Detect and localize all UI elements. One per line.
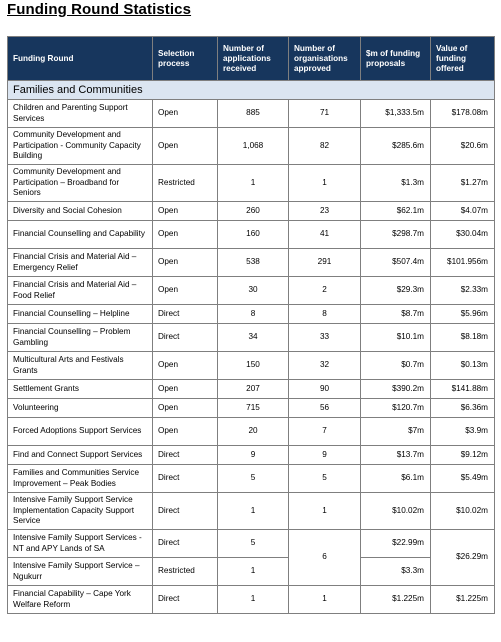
selection-process-cell: Open xyxy=(153,277,218,305)
applications-cell: 260 xyxy=(218,202,289,221)
offered-cell: $3.9m xyxy=(431,418,495,446)
col-header-funding-round: Funding Round xyxy=(8,37,153,81)
col-header-proposals: $m of funding proposals xyxy=(361,37,431,81)
applications-cell: 207 xyxy=(218,380,289,399)
selection-process-cell: Restricted xyxy=(153,165,218,202)
applications-cell: 1,068 xyxy=(218,128,289,165)
organisations-cell: 23 xyxy=(289,202,361,221)
proposals-cell: $22.99m xyxy=(361,530,431,558)
funding-round-cell: Find and Connect Support Services xyxy=(8,446,153,465)
col-header-organisations: Number of organisations approved xyxy=(289,37,361,81)
funding-round-cell: Multicultural Arts and Festivals Grants xyxy=(8,352,153,380)
table-row xyxy=(8,465,495,493)
funding-table xyxy=(7,36,495,614)
funding-round-cell: Children and Parenting Support Services xyxy=(8,100,153,128)
applications-cell: 538 xyxy=(218,249,289,277)
proposals-cell: $120.7m xyxy=(361,399,431,418)
col-header-selection-process: Selection process xyxy=(153,37,218,81)
proposals-cell: $8.7m xyxy=(361,305,431,324)
offered-cell: $9.12m xyxy=(431,446,495,465)
funding-round-cell: Community Development and Participation – Broadband for Seniors xyxy=(8,165,153,202)
offered-cell: $10.02m xyxy=(431,493,495,530)
selection-process-cell: Direct xyxy=(153,446,218,465)
applications-cell: 20 xyxy=(218,418,289,446)
proposals-cell: $0.7m xyxy=(361,352,431,380)
applications-cell: 1 xyxy=(218,165,289,202)
proposals-cell: $390.2m xyxy=(361,380,431,399)
organisations-cell: 291 xyxy=(289,249,361,277)
table-row xyxy=(8,249,495,277)
page-title: Funding Round Statistics xyxy=(7,1,192,18)
proposals-cell: $1.225m xyxy=(361,586,431,614)
table-row xyxy=(8,380,495,399)
proposals-cell: $285.6m xyxy=(361,128,431,165)
organisations-cell: 5 xyxy=(289,465,361,493)
funding-round-cell: Intensive Family Support Service – Ngukurr xyxy=(8,558,153,586)
organisations-cell: 56 xyxy=(289,399,361,418)
applications-cell: 5 xyxy=(218,465,289,493)
applications-cell: 5 xyxy=(218,530,289,558)
offered-cell: $101.956m xyxy=(431,249,495,277)
table-row xyxy=(8,446,495,465)
offered-cell: $2.33m xyxy=(431,277,495,305)
proposals-cell: $3.3m xyxy=(361,558,431,586)
selection-process-cell: Direct xyxy=(153,493,218,530)
selection-process-cell: Direct xyxy=(153,586,218,614)
table-row xyxy=(8,324,495,352)
applications-cell: 8 xyxy=(218,305,289,324)
applications-cell: 30 xyxy=(218,277,289,305)
offered-cell: $5.96m xyxy=(431,305,495,324)
funding-round-cell: Diversity and Social Cohesion xyxy=(8,202,153,221)
selection-process-cell: Direct xyxy=(153,530,218,558)
offered-cell: $141.88m xyxy=(431,380,495,399)
proposals-cell: $13.7m xyxy=(361,446,431,465)
organisations-cell: 7 xyxy=(289,418,361,446)
funding-round-cell: Financial Counselling and Capability xyxy=(8,221,153,249)
table-row xyxy=(8,558,495,586)
organisations-cell: 90 xyxy=(289,380,361,399)
table-row xyxy=(8,128,495,165)
table-row xyxy=(8,305,495,324)
col-header-offered: Value of funding offered xyxy=(431,37,495,81)
header-row xyxy=(8,37,495,81)
applications-cell: 885 xyxy=(218,100,289,128)
selection-process-cell: Open xyxy=(153,352,218,380)
selection-process-cell: Restricted xyxy=(153,558,218,586)
offered-cell: $0.13m xyxy=(431,352,495,380)
offered-cell: $1.225m xyxy=(431,586,495,614)
offered-cell: $4.07m xyxy=(431,202,495,221)
table-row xyxy=(8,418,495,446)
proposals-cell: $6.1m xyxy=(361,465,431,493)
table-row xyxy=(8,165,495,202)
selection-process-cell: Direct xyxy=(153,305,218,324)
table-row xyxy=(8,202,495,221)
funding-round-cell: Settlement Grants xyxy=(8,380,153,399)
applications-cell: 1 xyxy=(218,558,289,586)
proposals-cell: $507.4m xyxy=(361,249,431,277)
table-row xyxy=(8,493,495,530)
offered-cell: $178.08m xyxy=(431,100,495,128)
funding-round-cell: Financial Counselling – Helpline xyxy=(8,305,153,324)
funding-round-cell: Financial Crisis and Material Aid – Emergency Relief xyxy=(8,249,153,277)
funding-round-cell: Community Development and Participation - Community Capacity Building xyxy=(8,128,153,165)
table-row xyxy=(8,399,495,418)
selection-process-cell: Direct xyxy=(153,465,218,493)
table-row xyxy=(8,530,495,558)
proposals-cell: $1.3m xyxy=(361,165,431,202)
selection-process-cell: Open xyxy=(153,100,218,128)
table-row xyxy=(8,100,495,128)
selection-process-cell: Direct xyxy=(153,324,218,352)
selection-process-cell: Open xyxy=(153,221,218,249)
table-row xyxy=(8,221,495,249)
funding-round-cell: Intensive Family Support Service Implementation Capacity Support Service xyxy=(8,493,153,530)
applications-cell: 1 xyxy=(218,586,289,614)
proposals-cell: $1,333.5m xyxy=(361,100,431,128)
applications-cell: 715 xyxy=(218,399,289,418)
funding-round-cell: Financial Counselling – Problem Gambling xyxy=(8,324,153,352)
applications-cell: 9 xyxy=(218,446,289,465)
organisations-cell: 33 xyxy=(289,324,361,352)
organisations-cell: 41 xyxy=(289,221,361,249)
applications-cell: 34 xyxy=(218,324,289,352)
funding-round-cell: Families and Communities Service Improvement – Peak Bodies xyxy=(8,465,153,493)
offered-cell: $8.18m xyxy=(431,324,495,352)
organisations-cell: 71 xyxy=(289,100,361,128)
organisations-cell-merged: 6 xyxy=(289,530,361,586)
offered-cell: $20.6m xyxy=(431,128,495,165)
section-title: Families and Communities xyxy=(8,81,495,100)
organisations-cell: 1 xyxy=(289,165,361,202)
organisations-cell: 82 xyxy=(289,128,361,165)
funding-round-cell: Forced Adoptions Support Services xyxy=(8,418,153,446)
applications-cell: 150 xyxy=(218,352,289,380)
funding-round-cell: Volunteering xyxy=(8,399,153,418)
funding-round-cell: Intensive Family Support Services - NT and APY Lands of SA xyxy=(8,530,153,558)
selection-process-cell: Open xyxy=(153,202,218,221)
organisations-cell: 32 xyxy=(289,352,361,380)
selection-process-cell: Open xyxy=(153,128,218,165)
organisations-cell: 1 xyxy=(289,493,361,530)
offered-cell: $30.04m xyxy=(431,221,495,249)
section-row xyxy=(8,81,495,100)
offered-cell: $1.27m xyxy=(431,165,495,202)
selection-process-cell: Open xyxy=(153,399,218,418)
applications-cell: 160 xyxy=(218,221,289,249)
organisations-cell: 8 xyxy=(289,305,361,324)
proposals-cell: $62.1m xyxy=(361,202,431,221)
col-header-applications: Number of applications received xyxy=(218,37,289,81)
funding-round-cell: Financial Crisis and Material Aid – Food Relief xyxy=(8,277,153,305)
funding-round-cell: Financial Capability – Cape York Welfare Reform xyxy=(8,586,153,614)
selection-process-cell: Open xyxy=(153,418,218,446)
proposals-cell: $298.7m xyxy=(361,221,431,249)
proposals-cell: $10.1m xyxy=(361,324,431,352)
selection-process-cell: Open xyxy=(153,249,218,277)
table-row xyxy=(8,586,495,614)
selection-process-cell: Open xyxy=(153,380,218,399)
proposals-cell: $10.02m xyxy=(361,493,431,530)
organisations-cell: 9 xyxy=(289,446,361,465)
organisations-cell: 2 xyxy=(289,277,361,305)
offered-cell: $5.49m xyxy=(431,465,495,493)
table-row xyxy=(8,352,495,380)
table-row xyxy=(8,277,495,305)
proposals-cell: $29.3m xyxy=(361,277,431,305)
offered-cell: $6.36m xyxy=(431,399,495,418)
organisations-cell: 1 xyxy=(289,586,361,614)
proposals-cell: $7m xyxy=(361,418,431,446)
applications-cell: 1 xyxy=(218,493,289,530)
offered-cell-merged: $26.29m xyxy=(431,530,495,586)
